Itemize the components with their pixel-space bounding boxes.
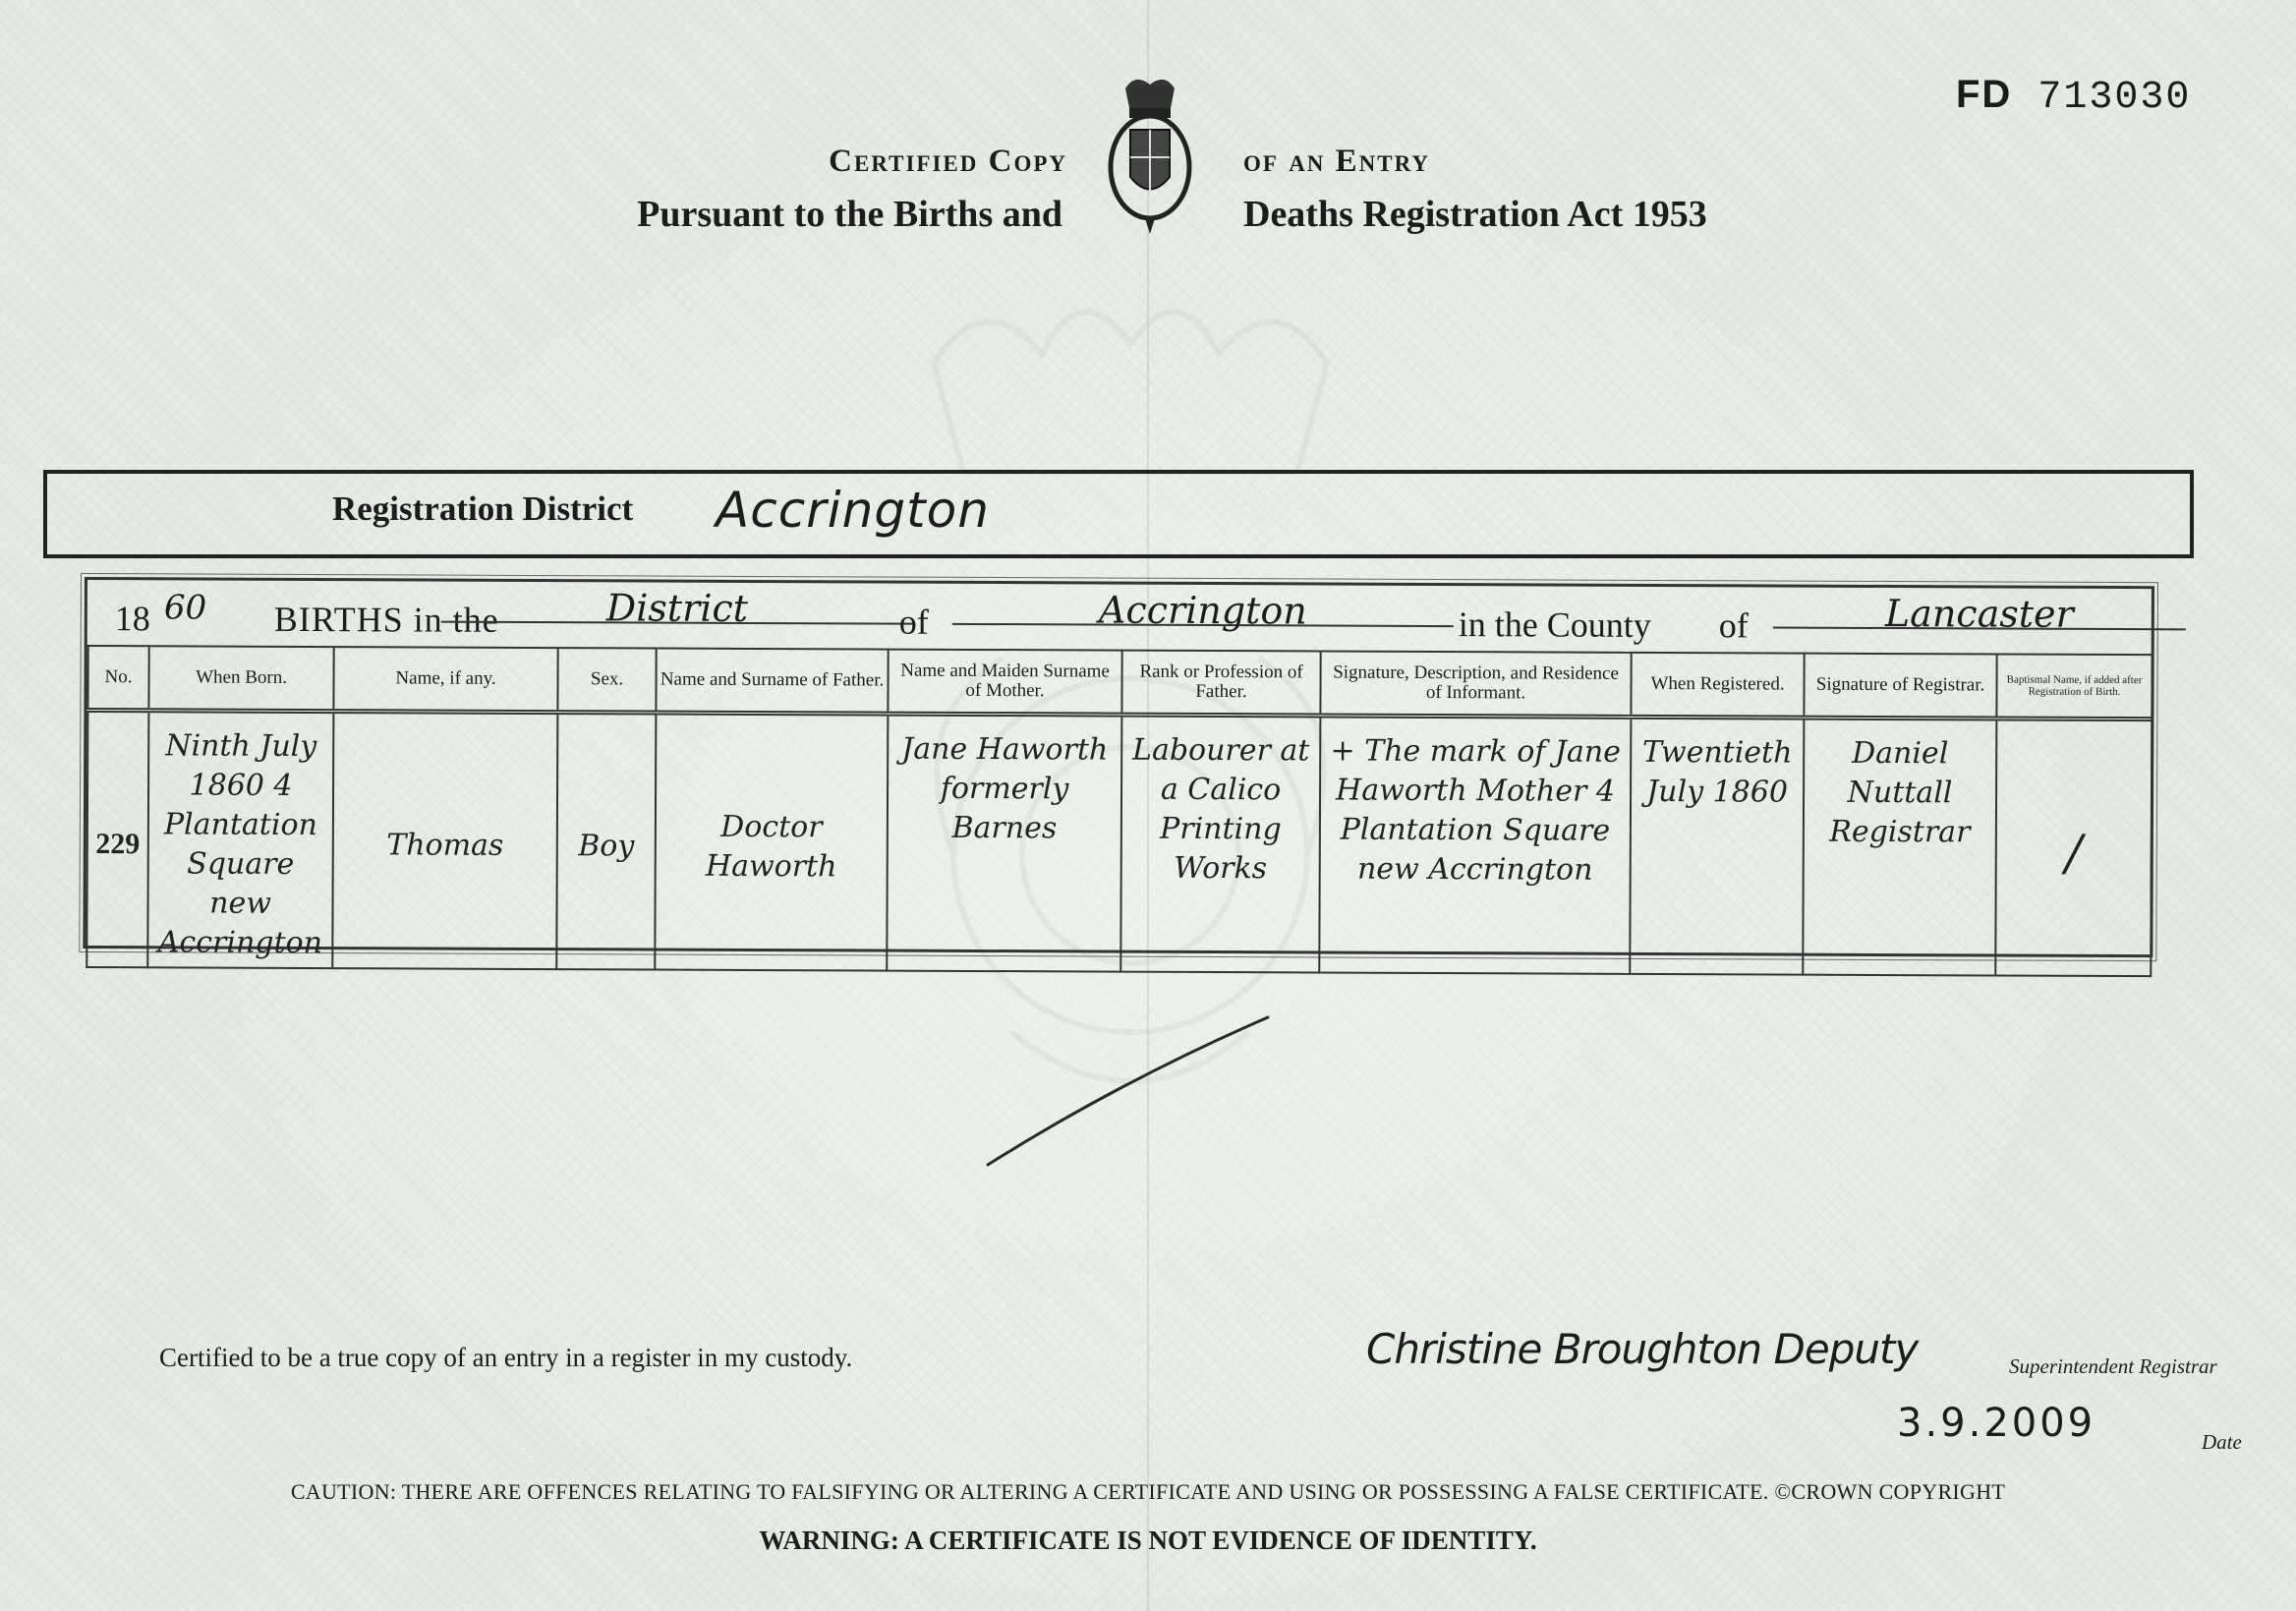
cancellation-stroke [973,1003,1288,1179]
col-name: Name, if any. [333,647,557,712]
district-value: Accrington [716,482,990,539]
col-informant: Signature, Description, and Residence of Informant. [1320,651,1631,717]
col-occupation: Rank or Profession of Father. [1121,651,1320,716]
col-registrar: Signature of Registrar. [1804,654,1996,719]
identity-warning: WARNING: A CERTIFICATE IS NOT EVIDENCE OF IDENTITY. [759,1525,1537,1555]
entry-registrar: Daniel Nuttall Registrar [1803,718,1996,975]
entry-name: Thomas [332,712,557,969]
col-when-registered: When Registered. [1631,653,1804,718]
district-type: District [441,586,913,625]
royal-crest-icon [1096,69,1204,246]
serial-prefix: FD [1956,73,2013,116]
table-row [86,711,2152,977]
col-baptismal: Baptismal Name, if added after Registration of Birth. [1996,654,2152,719]
heading-pursuant: Pursuant to the Births and [637,194,1062,235]
entry-occupation: Labourer at a Calico Printing Works [1120,715,1320,972]
heading-act: Deaths Registration Act 1953 [1243,194,1707,235]
entry-baptismal: / [1995,719,2152,976]
year-handwritten: 60 [163,588,207,628]
serial-number [1956,73,2191,120]
county-text: in the County [1458,604,1651,645]
col-when-born: When Born. [148,646,333,711]
date-label: Date [2202,1430,2242,1454]
register-entry [83,577,2154,961]
of-text-1: of [898,602,929,642]
register-heading [87,580,2152,652]
entry-father: Doctor Haworth [655,713,888,971]
entry-informant: + The mark of Jane Haworth Mother 4 Plantation Square new Accrington [1319,716,1631,974]
certification-date: 3.9.2009 [1897,1401,2096,1446]
births-text: BIRTHS in the [273,599,499,640]
certification-statement: Certified to be a true copy of an entry in a register in my custody. [159,1343,853,1372]
heading-of-an-entry: of an Entry [1243,144,1431,179]
county-value: Lancaster [1773,591,2186,630]
column-header-row [87,646,2152,719]
registration-district-box [43,470,2194,558]
col-sex: Sex. [557,648,656,713]
entry-mother: Jane Haworth formerly Barnes [887,714,1121,972]
entry-table [86,645,2152,977]
district-label: Registration District [332,489,634,528]
place-value: Accrington [952,588,1454,627]
year-printed: 18 [114,599,150,639]
col-no: No. [87,646,148,711]
entry-sex: Boy [556,713,656,970]
of-text-2: of [1718,605,1749,646]
serial-digits: 713030 [2038,76,2192,120]
col-father: Name and Surname of Father. [656,649,888,715]
col-mother: Name and Maiden Surname of Mother. [888,650,1121,716]
signatory-role: Superintendent Registrar [2009,1354,2217,1378]
entry-when-registered: Twentieth July 1860 [1630,717,1804,974]
heading-certified-copy: Certified Copy [829,144,1067,179]
entry-no: 229 [86,711,148,968]
entry-when-born: Ninth July 1860 4 Plantation Square new Accrington [147,711,333,968]
registrar-signature: Christine Broughton Deputy [1366,1325,1919,1373]
caution-notice: CAUTION: THERE ARE OFFENCES RELATING TO FALSIFYING OR ALTERING A CERTIFICATE AND USING OR POSSESSING A FALSE CERTIFICATE. ©CROWN COPYRIGHT [290,1479,2006,1504]
